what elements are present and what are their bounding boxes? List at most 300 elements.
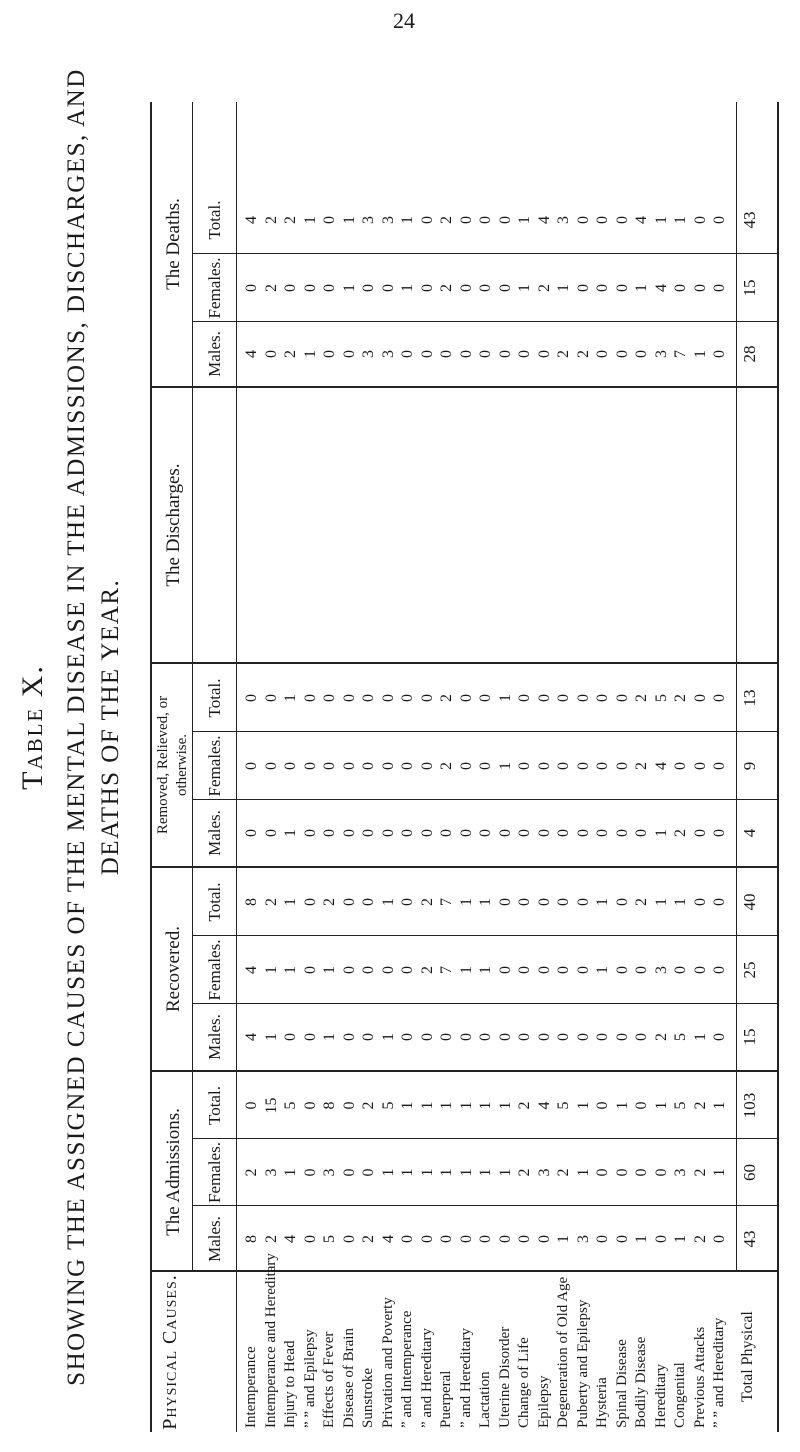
table-cell: 0 <box>574 762 592 770</box>
adm-males-total: 43 <box>740 1230 759 1248</box>
table-cell: 0 <box>262 350 280 358</box>
table-cell: 0 <box>613 284 631 292</box>
table-cell: 0 <box>457 694 475 702</box>
adm-males-column <box>236 1206 756 1272</box>
table-cell: 0 <box>574 966 592 974</box>
table-cell: 0 <box>672 762 689 770</box>
table-cell: 0 <box>399 1235 416 1243</box>
table-cell: 4 <box>243 350 260 358</box>
table-cell: 0 <box>613 898 631 906</box>
table-cell: 7 <box>672 350 689 358</box>
table-cell: 1 <box>457 898 475 906</box>
table-cell: 0 <box>301 1101 319 1110</box>
table-cell: 0 <box>321 216 338 224</box>
table-cell: 0 <box>477 762 494 770</box>
table-cell: 1 <box>262 1033 280 1041</box>
table-cell: 1 <box>652 898 670 906</box>
cause-row: Uterine Disorder <box>496 1326 513 1428</box>
rem-total-column <box>236 664 756 732</box>
table-cell: 0 <box>360 1168 377 1177</box>
table-cell: 0 <box>555 762 572 770</box>
table-cell: 4 <box>633 216 650 224</box>
table-cell: 0 <box>535 1033 553 1041</box>
table-cell: 4 <box>652 284 670 292</box>
table-cell: 0 <box>418 216 436 224</box>
table-cell: 0 <box>360 284 377 292</box>
table-cell: 0 <box>633 350 650 358</box>
table-cell: 5 <box>379 1101 397 1110</box>
table-cell: 0 <box>379 762 397 770</box>
rec-males-header: Males. <box>205 1014 224 1060</box>
table-cell: 2 <box>282 216 299 224</box>
table-cell: 0 <box>477 216 494 224</box>
page-number: 24 <box>393 8 415 33</box>
adm-females-header: Females. <box>205 1142 224 1203</box>
rec-males-total: 15 <box>740 1028 759 1046</box>
table-cell: 1 <box>438 1101 455 1110</box>
table-cell: 0 <box>613 829 631 837</box>
table-cell: 0 <box>613 762 631 770</box>
table-cell: 0 <box>594 284 611 292</box>
table-cell: 0 <box>594 1033 611 1041</box>
table-cell: 0 <box>594 1235 611 1243</box>
table-cell: 3 <box>672 1168 689 1177</box>
table-cell: 0 <box>613 1168 631 1177</box>
table-cell: 0 <box>652 1235 670 1243</box>
cause-row: Privation and Poverty <box>379 1297 396 1428</box>
table-cell: 1 <box>574 1168 592 1177</box>
table-cell: 0 <box>516 762 533 770</box>
table-cell: 1 <box>594 966 611 974</box>
cause-row: Disease of Brain <box>340 1328 357 1428</box>
table-cell: 2 <box>243 1168 260 1177</box>
table-cell: 0 <box>711 216 728 224</box>
table-cell: 4 <box>282 1235 299 1243</box>
table-cell: 0 <box>282 762 299 770</box>
table-cell: 0 <box>301 284 319 292</box>
table-cell: 2 <box>555 350 572 358</box>
cause-row: Puerperal <box>438 1370 454 1428</box>
table-cell: 1 <box>399 1168 416 1177</box>
cause-row: ” and Hereditary <box>418 1328 435 1428</box>
table-cell: 0 <box>282 284 299 292</box>
rem-females-column <box>236 732 756 800</box>
rec-total-header: Total. <box>205 882 224 922</box>
table-cell: 0 <box>535 966 553 974</box>
cause-row: Congenital <box>672 1362 688 1428</box>
table-cell: 1 <box>457 1101 475 1110</box>
table-cell: 0 <box>711 694 728 702</box>
death-females-total: 15 <box>740 279 759 297</box>
table-cell: 0 <box>535 350 553 358</box>
adm-total-total: 103 <box>740 1092 759 1119</box>
cause-row: Epilepsy <box>535 1375 552 1428</box>
table-cell: 0 <box>399 898 416 906</box>
table-cell: 0 <box>594 350 611 358</box>
table-cell: 0 <box>301 898 319 906</box>
table-cell: 3 <box>360 350 377 358</box>
table-cell: 0 <box>418 284 436 292</box>
cause-row: Previous Attacks <box>691 1326 708 1428</box>
table-cell: 1 <box>399 1101 416 1110</box>
table-cell: 0 <box>360 1033 377 1041</box>
table-cell: 1 <box>477 966 494 974</box>
table-cell: 2 <box>262 216 280 224</box>
table-cell: 2 <box>438 762 455 770</box>
table-cell: 0 <box>340 350 358 358</box>
table-cell: 1 <box>574 1101 592 1110</box>
heading-line-2: DEATHS OF THE YEAR. <box>96 578 124 876</box>
table-cell: 8 <box>321 1101 338 1110</box>
table-cell: 0 <box>711 1235 728 1243</box>
table-cell: 2 <box>516 1168 533 1177</box>
table-cell: 1 <box>613 1101 631 1110</box>
table-cell: 1 <box>691 350 709 358</box>
table-cell: 3 <box>262 1168 280 1177</box>
table-cell: 0 <box>496 966 514 974</box>
table-cell: 1 <box>321 1033 338 1041</box>
table-cell: 0 <box>340 1168 358 1177</box>
causes-list <box>236 1253 772 1432</box>
cause-row: Effects of Fever <box>321 1331 337 1428</box>
table-cell: 2 <box>633 762 650 770</box>
table-cell: 8 <box>243 1235 260 1243</box>
table-cell: 0 <box>321 762 338 770</box>
table-cell: 2 <box>262 284 280 292</box>
table-cell: 1 <box>282 829 299 837</box>
table-cell: 2 <box>633 898 650 906</box>
table-cell: 1 <box>672 216 689 224</box>
table-cell: 0 <box>711 898 728 906</box>
cause-row: Injury to Head <box>282 1340 298 1428</box>
table-cell: 0 <box>477 829 494 837</box>
table-cell: 8 <box>243 898 260 906</box>
table-cell: 2 <box>418 898 436 906</box>
table-cell: 0 <box>418 694 436 702</box>
table-cell: 0 <box>477 1033 494 1041</box>
table-cell: 1 <box>516 216 533 224</box>
adm-total-column <box>236 1072 756 1139</box>
table-cell: 0 <box>613 694 631 702</box>
table-cell: 0 <box>399 762 416 770</box>
table-cell: 0 <box>711 829 728 837</box>
table-cell: 0 <box>399 829 416 837</box>
table-cell: 0 <box>399 1033 416 1041</box>
table-cell: 0 <box>379 694 397 702</box>
table-cell: 4 <box>535 216 553 224</box>
table-cell: 0 <box>711 762 728 770</box>
header-removed: Removed, Relieved, or otherwise. <box>155 695 190 835</box>
table-cell: 0 <box>243 694 260 702</box>
table-cell: 5 <box>672 1033 689 1041</box>
table-cell: 1 <box>672 898 689 906</box>
table-cell: 0 <box>496 898 514 906</box>
table-cell: 0 <box>340 1235 358 1243</box>
table-cell: 0 <box>243 284 260 292</box>
table-cell: 2 <box>691 1168 709 1177</box>
table-cell: 0 <box>574 216 592 224</box>
table-cell: 1 <box>477 898 494 906</box>
table-cell: 1 <box>711 1101 728 1110</box>
table-cell: 1 <box>496 694 514 702</box>
table-cell: 0 <box>379 966 397 974</box>
table-cell: 0 <box>457 1235 475 1243</box>
table-cell: 0 <box>477 1235 494 1243</box>
table-cell: 0 <box>691 898 709 906</box>
table-cell: 2 <box>262 898 280 906</box>
table-cell: 0 <box>672 284 689 292</box>
rem-males-column <box>236 800 756 866</box>
table-cell: 2 <box>652 1033 670 1041</box>
table-cell: 0 <box>340 829 358 837</box>
table-cell: 1 <box>321 966 338 974</box>
cause-row: Bodily Disease <box>633 1336 649 1428</box>
table-cell: 0 <box>340 762 358 770</box>
table-title: Table X. <box>16 664 49 790</box>
cause-row: Degeneration of Old Age <box>555 1276 571 1428</box>
table-cell: 0 <box>613 966 631 974</box>
table-cell: 1 <box>379 1033 397 1041</box>
table-cell: 1 <box>691 1033 709 1041</box>
table-cell: 1 <box>496 1101 514 1110</box>
header-admissions: The Admissions. <box>163 1108 184 1236</box>
table-cell: 0 <box>360 966 377 974</box>
table-cell: 3 <box>652 966 670 974</box>
table-cell: 0 <box>438 1235 455 1243</box>
table-cell: 1 <box>594 898 611 906</box>
table-cell: 2 <box>672 694 689 702</box>
death-total-total: 43 <box>740 211 759 229</box>
table-cell: 1 <box>672 1235 689 1243</box>
header-deaths: The Deaths. <box>163 198 184 290</box>
table-cell: 1 <box>555 284 572 292</box>
table-cell: 0 <box>243 762 260 770</box>
table-cell: 3 <box>360 216 377 224</box>
table-cell: 2 <box>360 1101 377 1110</box>
table-cell: 0 <box>535 762 553 770</box>
table-cell: 1 <box>633 1235 650 1243</box>
table-cell: 2 <box>262 1235 280 1243</box>
table-cell: 1 <box>399 284 416 292</box>
table-cell: 0 <box>496 1235 514 1243</box>
table-cell: 0 <box>535 1235 553 1243</box>
table-heading <box>60 62 128 1392</box>
table-cell: 0 <box>438 350 455 358</box>
table-cell: 0 <box>594 216 611 224</box>
cause-row: ” ” and Epilepsy <box>301 1329 318 1428</box>
table-cell: 0 <box>516 1033 533 1041</box>
table-cell: 0 <box>301 1235 319 1243</box>
table-cell: 0 <box>262 762 280 770</box>
rem-total-total: 13 <box>740 689 759 707</box>
table-cell: 0 <box>496 216 514 224</box>
table-cell: 4 <box>379 1235 397 1243</box>
death-males-total: 28 <box>740 345 759 363</box>
table-cell: 0 <box>633 1033 650 1041</box>
header-discharges: The Discharges. <box>163 463 184 587</box>
table-cell: 1 <box>418 1101 436 1110</box>
table-cell: 1 <box>457 1168 475 1177</box>
table-cell: 3 <box>321 1168 338 1177</box>
table-cell: 2 <box>691 1235 709 1243</box>
table-cell: 1 <box>282 694 299 702</box>
table-cell: 1 <box>379 1168 397 1177</box>
table-cell: 0 <box>535 898 553 906</box>
table-cell: 0 <box>301 966 319 974</box>
table-cell: 0 <box>301 1168 319 1177</box>
heading-line-1: SHOWING THE ASSIGNED CAUSES OF THE MENTAL DISEASE IN THE ADMISSIONS, DISCHARGES, AND <box>63 68 90 1386</box>
table-cell: 0 <box>282 1033 299 1041</box>
table-cell: 1 <box>340 284 358 292</box>
table-cell: 4 <box>243 216 260 224</box>
table-cell: 0 <box>301 829 319 837</box>
table-cell: 0 <box>438 1033 455 1041</box>
table-cell: 3 <box>535 1168 553 1177</box>
table-cell: 0 <box>574 694 592 702</box>
table-cell: 3 <box>379 350 397 358</box>
table-cell: 7 <box>438 966 455 974</box>
table-cell: 0 <box>555 694 572 702</box>
table-cell: 0 <box>496 1033 514 1041</box>
table-cell: 0 <box>243 1101 260 1110</box>
adm-total-header: Total. <box>205 1086 224 1125</box>
cause-row: Intemperance and Hereditary <box>262 1253 279 1428</box>
table-cell: 1 <box>496 762 514 770</box>
table-cell: 0 <box>613 216 631 224</box>
table-cell: 0 <box>457 829 475 837</box>
table-cell: 2 <box>438 284 455 292</box>
table-cell: 1 <box>379 898 397 906</box>
table-cell: 0 <box>594 1101 611 1110</box>
table-cell: 0 <box>594 762 611 770</box>
table-cell: 0 <box>555 898 572 906</box>
table-cell: 0 <box>555 966 572 974</box>
table-cell: 0 <box>457 762 475 770</box>
table-cell: 1 <box>262 966 280 974</box>
table-cell: 0 <box>594 1168 611 1177</box>
table-cell: 0 <box>516 966 533 974</box>
table-cell: 0 <box>691 216 709 224</box>
table-cell: 5 <box>672 1101 689 1110</box>
rem-males-total: 4 <box>740 828 759 838</box>
table-cell: 0 <box>613 1033 631 1041</box>
table-cell: 0 <box>691 762 709 770</box>
cause-row: Lactation <box>477 1371 493 1428</box>
table-cell: 0 <box>457 350 475 358</box>
death-males-header: Males. <box>205 331 224 377</box>
table-cell: 0 <box>477 284 494 292</box>
table-cell: 0 <box>574 284 592 292</box>
table-cell: 0 <box>321 829 338 837</box>
table-cell: 1 <box>652 829 670 837</box>
table-cell: 2 <box>438 694 455 702</box>
table-cell: 2 <box>574 350 592 358</box>
table-cell: 0 <box>516 694 533 702</box>
table-cell: 0 <box>633 1168 650 1177</box>
table-cell: 3 <box>574 1235 592 1243</box>
table-cell: 0 <box>613 350 631 358</box>
table-cell: 0 <box>340 1033 358 1041</box>
rem-males-header: Males. <box>205 810 224 856</box>
cause-row: Hysteria <box>594 1377 610 1428</box>
table-cell: 0 <box>418 350 436 358</box>
table-cell: 0 <box>691 694 709 702</box>
table-cell: 0 <box>496 350 514 358</box>
table-cell: 0 <box>555 1033 572 1041</box>
table-cell: 0 <box>360 694 377 702</box>
table-cell: 7 <box>438 898 455 906</box>
table-cell: 2 <box>535 284 553 292</box>
table-cell: 0 <box>516 350 533 358</box>
table-cell: 0 <box>496 284 514 292</box>
table-cell: 15 <box>262 1097 280 1114</box>
table-cell: 0 <box>691 829 709 837</box>
table-cell: 0 <box>516 1235 533 1243</box>
table-cell: 2 <box>360 1235 377 1243</box>
table-cell: 0 <box>321 694 338 702</box>
table-cell: 0 <box>301 694 319 702</box>
table-cell: 0 <box>477 694 494 702</box>
table-cell: 3 <box>379 216 397 224</box>
table-cell: 0 <box>340 898 358 906</box>
cause-row: Intemperance <box>243 1346 259 1428</box>
table-cell: 4 <box>652 762 670 770</box>
table-cell: 2 <box>516 1101 533 1110</box>
table-cell: 2 <box>691 1101 709 1110</box>
table-cell: 0 <box>360 898 377 906</box>
table-cell: 0 <box>594 829 611 837</box>
table-cell: 1 <box>301 350 319 358</box>
adm-females-column <box>236 1139 756 1206</box>
table-cell: 1 <box>457 966 475 974</box>
table-cell: 1 <box>516 284 533 292</box>
table-cell: 1 <box>496 1168 514 1177</box>
table-cell: 2 <box>672 829 689 837</box>
table-cell: 0 <box>457 284 475 292</box>
death-males-column <box>236 322 756 386</box>
table-cell: 0 <box>262 829 280 837</box>
table-cell: 1 <box>633 284 650 292</box>
death-total-column <box>236 186 756 254</box>
table-cell: 0 <box>438 829 455 837</box>
table-cell: 0 <box>340 1101 358 1110</box>
table-cell: 0 <box>399 350 416 358</box>
table-cell: 0 <box>262 694 280 702</box>
table-cell: 0 <box>321 350 338 358</box>
table-cell: 1 <box>282 898 299 906</box>
table-cell: 0 <box>418 829 436 837</box>
table-cell: 5 <box>321 1235 338 1243</box>
table-cell: 0 <box>418 762 436 770</box>
table-cell: 0 <box>457 216 475 224</box>
table-cell: 5 <box>555 1101 572 1110</box>
cause-row: Hereditary <box>652 1363 669 1428</box>
table-cell: 0 <box>457 1033 475 1041</box>
header-causes: Physical Causes. <box>159 1274 181 1430</box>
table-cell: 1 <box>652 216 670 224</box>
table-cell: 0 <box>633 1101 650 1110</box>
adm-females-total: 60 <box>740 1164 759 1181</box>
table-cell: 0 <box>301 1033 319 1041</box>
table-cell: 0 <box>711 966 728 974</box>
rec-total-column <box>236 868 756 936</box>
table-cell: 5 <box>282 1101 299 1110</box>
table-cell: 2 <box>321 898 338 906</box>
table-cell: 0 <box>418 1033 436 1041</box>
table-cell: 0 <box>516 829 533 837</box>
table-cell: 1 <box>438 1168 455 1177</box>
table-cell: 0 <box>321 284 338 292</box>
